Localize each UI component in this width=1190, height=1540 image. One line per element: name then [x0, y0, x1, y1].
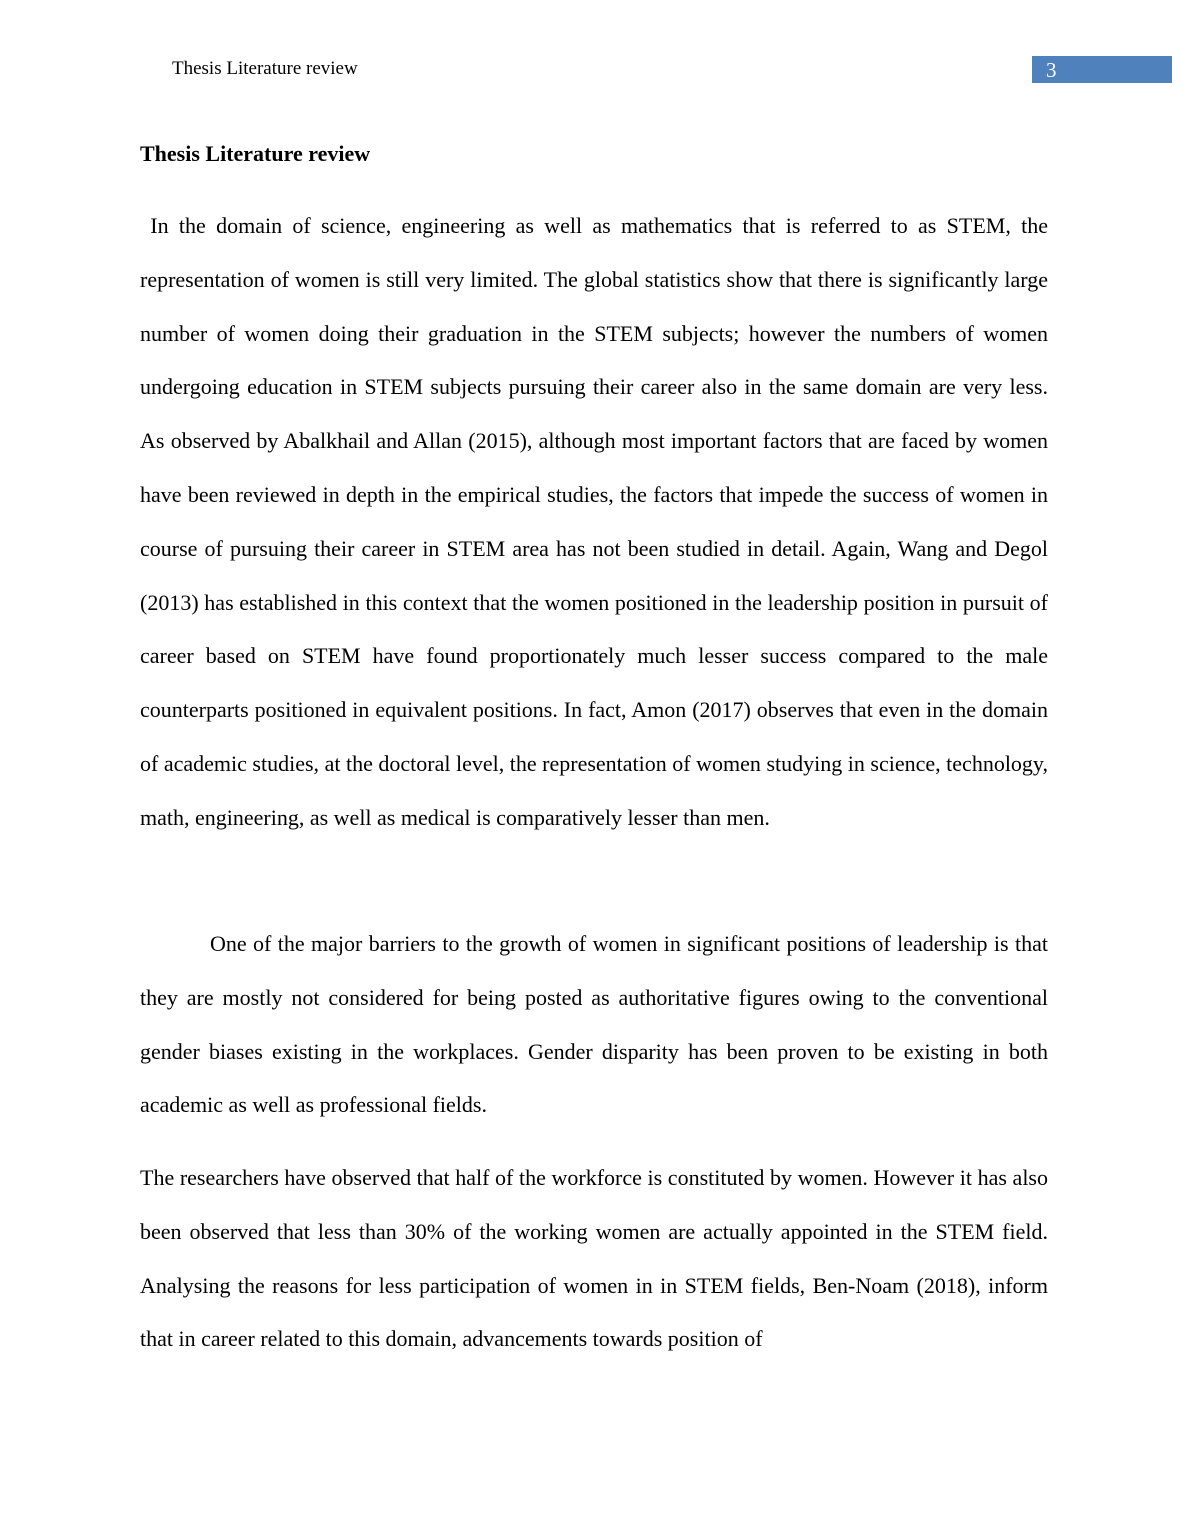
page-number: 3 — [1046, 58, 1057, 82]
paragraph-1: In the domain of science, engineering as well as mathematics that is referred to as STEM, the representation of women is still very limited. The global statistics show that there is significantly large number of women doing their graduation in the STEM subjects; however the numbers of women undergoing education in STEM subjects pursuing their career also in the same domain are very less. As observed by Abalkhail and Allan (2015), although most important factors that are faced by women have been reviewed in depth in the empirical studies, the factors that impede the success of women in course of pursuing their career in STEM area has not been studied in detail. Again, Wang and Degol (2013) has established in this context that the women positioned in the leadership position in pursuit of career based on STEM have found proportionately much lesser success compared to the male counterparts positioned in equivalent positions. In fact, Amon (2017) observes that even in the domain of academic studies, at the doctoral level, the representation of women studying in science, technology, math, engineering, as well as medical is comparatively lesser than men. — [140, 213, 1054, 830]
paragraph-2: One of the major barriers to the growth of women in significant positions of leadership is that they are mostly not considered for being posted as authoritative figures owing to the conventional gender biases existing in the workplaces. Gender disparity has been proven to be existing in both academic as well as professional fields. — [140, 931, 1048, 1118]
page-title: Thesis Literature review — [140, 141, 371, 166]
paragraph-3: The researchers have observed that half of the workforce is constituted by women. However it has also been observed that less than 30% of the working women are actually appointed in the STEM field. Analysing the reasons for less participation of women in in STEM fields, Ben-Noam (2018), inform that in career related to this domain, advancements towards position of — [140, 1165, 1048, 1352]
running-head: Thesis Literature review — [172, 58, 358, 79]
page-number-box — [1032, 56, 1172, 83]
